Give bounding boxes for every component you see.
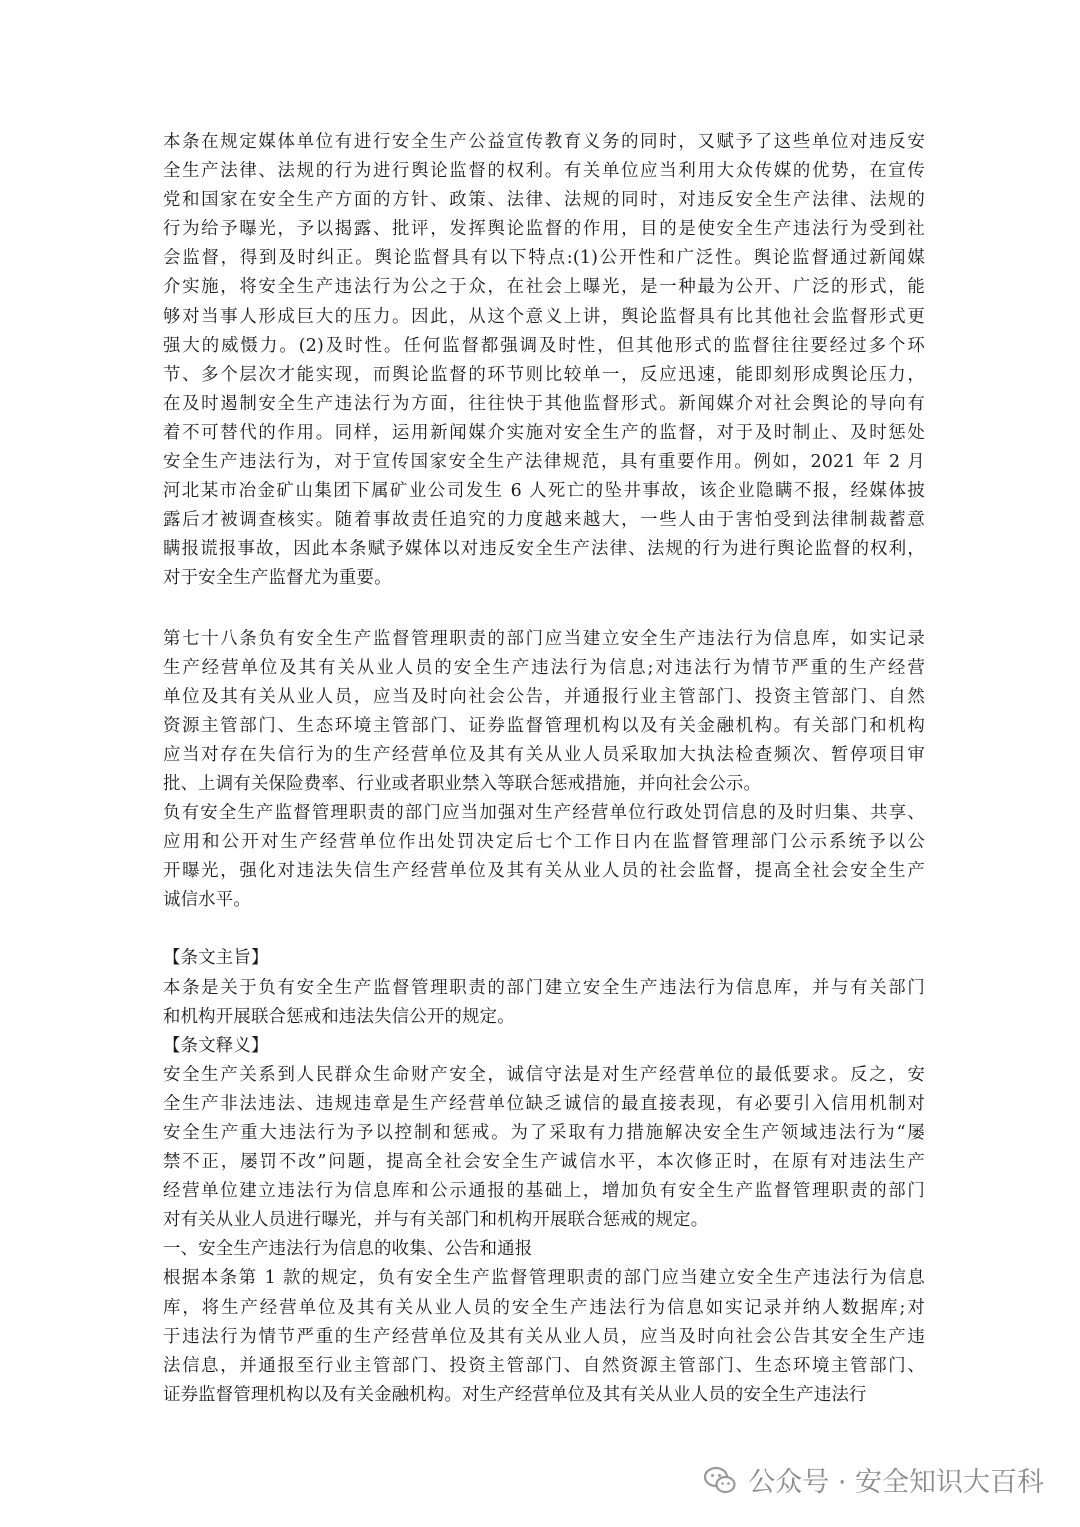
- text-line: 本条是关于负有安全生产监督管理职责的部门建立安全生产违法行为信息库，并与有关部门: [163, 977, 925, 998]
- document-body: [163, 128, 925, 1410]
- text-line: 节、多个层次才能实现，而舆论监督的环节则比较单一，反应迅速，能即刻形成舆论压力，: [163, 364, 925, 385]
- text-line: 瞒报谎报事故，因此本条赋予媒体以对违反安全生产法律、法规的行为进行舆论监督的权利，: [163, 539, 925, 560]
- paragraph-gap: [163, 594, 925, 625]
- section-heading: 【条文主旨】: [163, 948, 269, 969]
- section-heading: 【条文释义】: [163, 1035, 269, 1056]
- text-line: 开曝光，强化对违法失信生产经营单位及其有关从业人员的社会监督，提高全社会安全生产: [163, 861, 925, 882]
- paragraph-gap: [163, 915, 925, 944]
- text-line: 安全生产关系到人民群众生命财产安全，诚信守法是对生产经营单位的最低要求。反之，安: [163, 1064, 925, 1085]
- text-line: 对于安全生产监督尤为重要。: [163, 568, 392, 589]
- text-line: 全生产法律、法规的行为进行舆论监督的权利。有关单位应当利用大众传媒的优势，在宣传: [163, 161, 925, 182]
- wechat-icon: [702, 1462, 738, 1498]
- text-line: 生产经营单位及其有关从业人员的安全生产违法行为信息;对违法行为情节严重的生产经营: [163, 657, 925, 678]
- text-line: 党和国家在安全生产方面的方针、政策、法律、法规的同时，对违反安全生产法律、法规的: [163, 190, 925, 211]
- text-line: 露后才被调查核实。随着事故责任追究的力度越来越大，一些人由于害怕受到法律制裁蓄意: [163, 510, 925, 531]
- text-line: 负有安全生产监督管理职责的部门应当加强对生产经营单位行政处罚信息的及时归集、共享、: [163, 803, 925, 824]
- text-line: 强大的威慑力。(2)及时性。任何监督都强调及时性，但其他形式的监督往往要经过多个环: [163, 335, 925, 356]
- watermark-text: 公众号 · 安全知识大百科: [748, 1467, 1044, 1498]
- text-line: 应当对存在失信行为的生产经营单位及其有关从业人员采取加大执法检查频次、暂停项目审: [163, 744, 925, 765]
- text-line: 对有关从业人员进行曝光，并与有关部门和机构开展联合惩戒的规定。: [163, 1210, 709, 1231]
- watermark: [702, 1460, 1044, 1499]
- text-line: 禁不正，屡罚不改”问题，提高全社会安全生产诚信水平，本次修正时，在原有对违法生产: [163, 1152, 925, 1173]
- text-line: 第七十八条负有安全生产监督管理职责的部门应当建立安全生产违法行为信息库，如实记录: [163, 628, 925, 649]
- text-line: 河北某市冶金矿山集团下属矿业公司发生 6 人死亡的坠井事故，该企业隐瞒不报，经媒体披: [163, 481, 925, 502]
- text-line: 资源主管部门、生态环境主管部门、证券监督管理机构以及有关金融机构。有关部门和机构: [163, 715, 925, 736]
- text-line: 全生产非法违法、违规违章是生产经营单位缺乏诚信的最直接表现，有必要引入信用机制对: [163, 1093, 925, 1114]
- text-line: 诚信水平。: [163, 890, 251, 911]
- text-line: 着不可替代的作用。同样，运用新闻媒介实施对安全生产的监督，对于及时制止、及时惩处: [163, 422, 925, 443]
- text-line: 一、安全生产违法行为信息的收集、公告和通报: [163, 1239, 533, 1260]
- text-line: 应用和公开对生产经营单位作出处罚决定后七个工作日内在监督管理部门公示系统予以公: [163, 832, 925, 853]
- text-line: 介实施，将安全生产违法行为公之于众，在社会上曝光，是一种最为公开、广泛的形式，能: [163, 277, 925, 298]
- text-line: 根据本条第 1 款的规定，负有安全生产监督管理职责的部门应当建立安全生产违法行为信息: [163, 1268, 925, 1289]
- text-line: 在及时遏制安全生产违法行为方面，往往快于其他监督形式。新闻媒介对社会舆论的导向有: [163, 393, 925, 414]
- text-line: 单位及其有关从业人员，应当及时向社会公告，并通报行业主管部门、投资主管部门、自然: [163, 686, 925, 707]
- text-line: 法信息，并通报至行业主管部门、投资主管部门、自然资源主管部门、生态环境主管部门、: [163, 1355, 925, 1376]
- paragraph: [163, 128, 925, 594]
- text-line: 本条在规定媒体单位有进行安全生产公益宣传教育义务的同时，又赋予了这些单位对违反安: [163, 132, 925, 152]
- text-line: 行为给予曝光，予以揭露、批评，发挥舆论监督的作用，目的是使安全生产违法行为受到社: [163, 219, 925, 240]
- text-line: 安全生产重大违法行为予以控制和惩戒。为了采取有力措施解决安全生产领域违法行为“屡: [163, 1123, 925, 1143]
- text-line: 库，将生产经营单位及其有关从业人员的安全生产违法行为信息如实记录并纳人数据库;对: [163, 1297, 925, 1318]
- text-line: 会监督，得到及时纠正。舆论监督具有以下特点:(1)公开性和广泛性。舆论监督通过新闻媒: [163, 248, 925, 269]
- paragraph: [163, 625, 925, 916]
- text-line: 经营单位建立违法行为信息库和公示通报的基础上，增加负有安全生产监督管理职责的部门: [163, 1181, 925, 1202]
- text-line: 和机构开展联合惩戒和违法失信公开的规定。: [163, 1006, 515, 1027]
- text-line: 够对当事人形成巨大的压力。因此，从这个意义上讲，舆论监督具有比其他社会监督形式更: [163, 306, 925, 327]
- paragraph: [163, 944, 925, 1410]
- text-line: 批、上调有关保险费率、行业或者职业禁入等联合惩戒措施，并向社会公示。: [163, 773, 762, 794]
- text-line: 安全生产违法行为，对于宣传国家安全生产法律规范，具有重要作用。例如，2021 年 2 月: [163, 452, 925, 473]
- text-line: 于违法行为情节严重的生产经营单位及其有关从业人员，应当及时向社会公告其安全生产违: [163, 1326, 925, 1347]
- text-line: 证券监督管理机构以及有关金融机构。对生产经营单位及其有关从业人员的安全生产违法行: [163, 1384, 867, 1405]
